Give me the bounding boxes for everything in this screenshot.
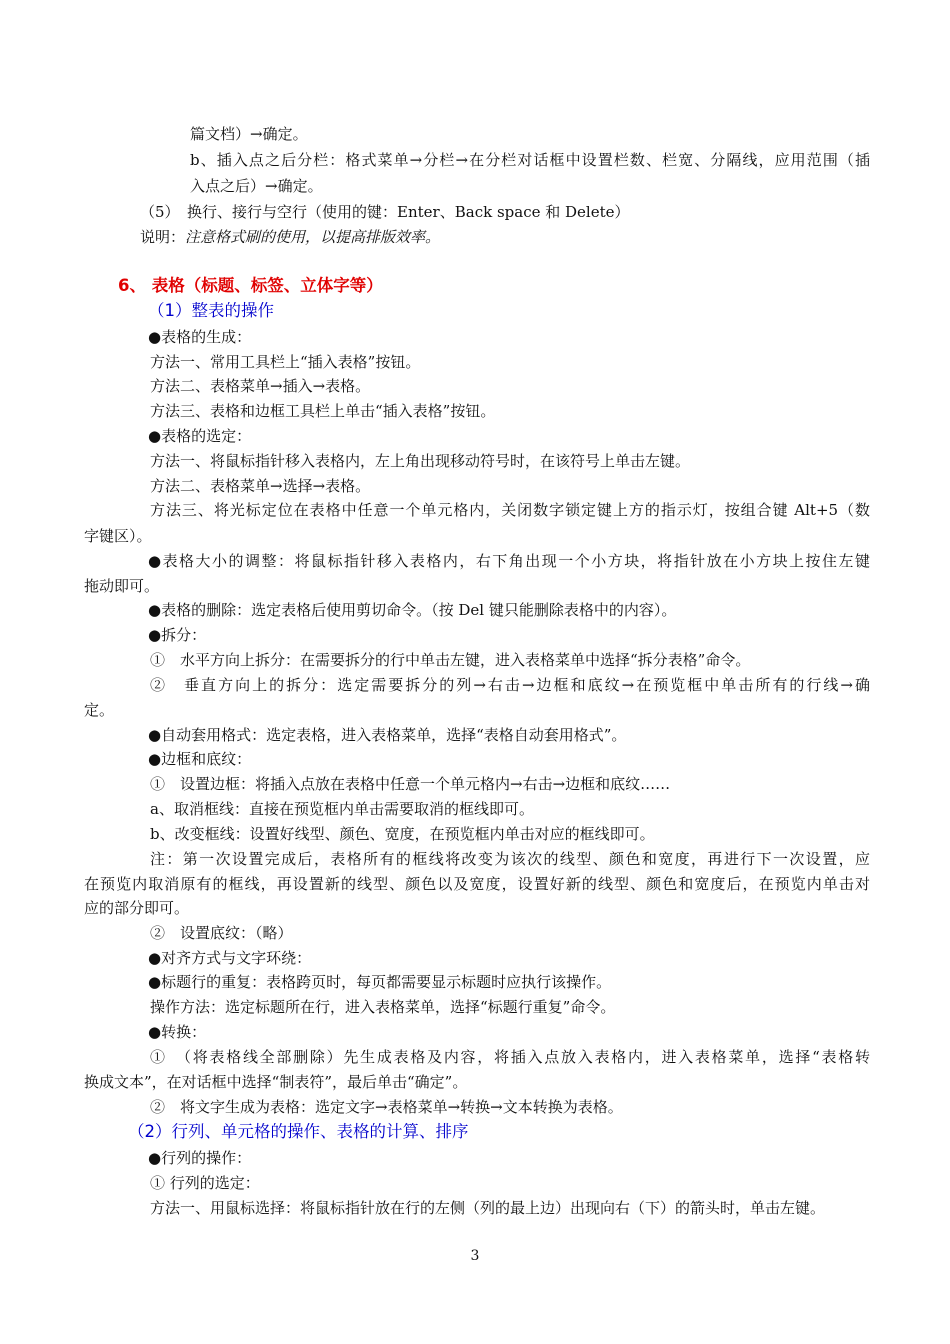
page-number: 3 (470, 1248, 480, 1264)
text-line: ●表格的删除：选定表格后使用剪切命令。（按 Del 键只能删除表格中的内容）。 (148, 601, 677, 619)
text-line: ●自动套用格式：选定表格，进入表格菜单，选择“表格自动套用格式”。 (148, 726, 627, 744)
text-line: 方法一、将鼠标指针移入表格内，左上角出现移动符号时，在该符号上单击左键。 (150, 452, 691, 470)
text-line: ① 设置边框：将插入点放在表格中任意一个单元格内→右击→边框和底纹…… (150, 775, 671, 793)
text-line: 操作方法：选定标题所在行，进入表格菜单，选择“标题行重复”命令。 (150, 998, 616, 1016)
text-line: 方法二、表格菜单→选择→表格。 (150, 477, 371, 495)
text-line: 换成文本”，在对话框中选择“制表符”，最后单击“确定”。 (84, 1073, 468, 1091)
text-line: 注：第一次设置完成后，表格所有的框线将改变为该次的线型、颜色和宽度，再进行下一次设置，应 (150, 850, 870, 868)
text-line: ●对齐方式与文字环绕： (148, 949, 312, 967)
note-label: 说明： (140, 228, 186, 246)
text-line: b、改变框线：设置好线型、颜色、宽度，在预览框内单击对应的框线即可。 (150, 825, 655, 843)
text-line: ●拆分： (148, 626, 207, 644)
text-line: ① 行列的选定： (150, 1174, 260, 1192)
text-line: ●表格的选定： (148, 427, 252, 445)
subsection-heading: （1）整表的操作 (148, 301, 274, 320)
text-line: 篇文档）→确定。 (190, 125, 308, 143)
text-line: ① （将表格线全部删除）先生成表格及内容，将插入点放入表格内，进入表格菜单，选择“表格转 (150, 1048, 870, 1066)
text-line: 入点之后）→确定。 (190, 177, 323, 195)
text-line: 方法三、将光标定位在表格中任意一个单元格内，关闭数字锁定键上方的指示灯，按组合键 Alt+5（数 (150, 501, 870, 519)
text-line: ●边框和底纹： (148, 750, 252, 768)
text-line: 字键区）。 (84, 527, 152, 545)
text-line: ② 设置底纹：（略） (150, 924, 293, 942)
text-line: ●表格大小的调整：将鼠标指针移入表格内，右下角出现一个小方块，将指针放在小方块上按住左键 (148, 552, 870, 570)
text-line: ●行列的操作： (148, 1149, 252, 1167)
text-line: 方法一、用鼠标选择：将鼠标指针放在行的左侧（列的最上边）出现向右（下）的箭头时，单击左键。 (150, 1199, 826, 1217)
subsection-heading: （2）行列、单元格的操作、表格的计算、排序 (128, 1122, 469, 1141)
text-line: 方法一、常用工具栏上“插入表格”按钮。 (150, 353, 421, 371)
text-line: ●转换： (148, 1023, 207, 1041)
text-line: ●标题行的重复：表格跨页时，每页都需要显示标题时应执行该操作。 (148, 973, 612, 991)
note-line (140, 227, 440, 247)
text-line: 拖动即可。 (84, 577, 160, 595)
text-line: b、插入点之后分栏：格式菜单→分栏→在分栏对话框中设置栏数、栏宽、分隔线，应用范围（插 (190, 151, 870, 169)
text-line: 定。 (84, 701, 115, 719)
text-line: ② 垂直方向上的拆分：选定需要拆分的列→右击→边框和底纹→在预览框中单击所有的行线→确 (150, 676, 870, 694)
text-line: 方法三、表格和边框工具栏上单击“插入表格”按钮。 (150, 402, 496, 420)
text-line: ① 水平方向上拆分：在需要拆分的行中单击左键，进入表格菜单中选择“拆分表格”命令。 (150, 651, 751, 669)
text-line: ② 将文字生成为表格：选定文字→表格菜单→转换→文本转换为表格。 (150, 1098, 623, 1116)
text-line: ●表格的生成： (148, 328, 252, 346)
text-line: a、取消框线：直接在预览框内单击需要取消的框线即可。 (150, 800, 534, 818)
text-line: （5） 换行、接行与空行（使用的键：Enter、Back space 和 Delete） (140, 203, 630, 221)
text-line: 应的部分即可。 (84, 899, 190, 917)
section-heading: 6、 表格（标题、标签、立体字等） (118, 276, 383, 295)
text-line: 方法二、表格菜单→插入→表格。 (150, 377, 371, 395)
text-line: 在预览内取消原有的框线，再设置新的线型、颜色以及宽度，设置好新的线型、颜色和宽度后，在预览内单击对 (84, 875, 870, 893)
note-text: 注意格式刷的使用，以提高排版效率。 (185, 228, 441, 246)
